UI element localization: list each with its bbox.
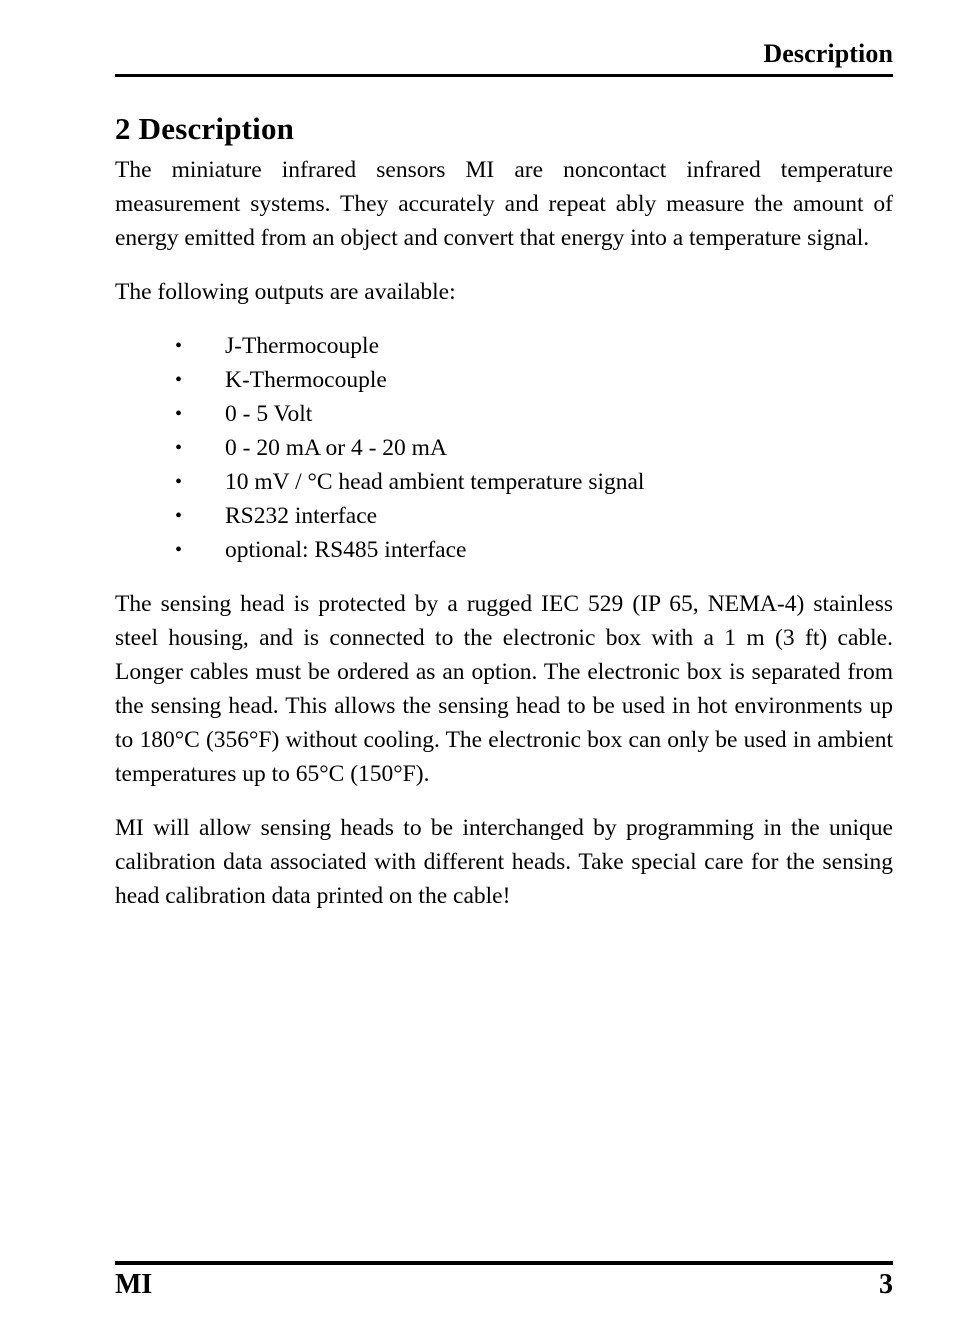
list-item-label: optional: RS485 interface (225, 536, 467, 563)
bullet-icon: • (175, 368, 183, 391)
list-item-label: RS232 interface (225, 502, 378, 529)
header-divider-rule (115, 74, 893, 77)
list-item-label: J-Thermocouple (225, 332, 380, 359)
list-item (115, 363, 893, 397)
bullet-icon: • (175, 470, 183, 493)
list-item-label: 10 mV / °C head ambient temperature signal (225, 468, 645, 495)
calibration-paragraph: MI will allow sensing heads to be interchanged by programming in the unique calibration data associated with different heads. Take special care for the sensing head calibration data printed on the cable! (115, 814, 893, 909)
outputs-intro-line: The following outputs are available: (115, 278, 456, 305)
footer-page-number: 3 (879, 1269, 893, 1300)
list-item-label: K-Thermocouple (225, 366, 387, 393)
outputs-bullet-list (115, 329, 893, 567)
running-header (115, 40, 893, 77)
bullet-icon: • (175, 538, 183, 561)
sensing-head-paragraph: The sensing head is protected by a rugged IEC 529 (IP 65, NEMA-4) stainless steel housing, and is connected to the electronic box with a 1 m (3 ft) cable. Longer cables must be ordered as an option. The electronic box is separated from the sensing head. This allows the sensing head to be used in hot environments up to 180°C (356°F) without cooling. The electronic box can only be used in ambient temperatures up to 65°C (150°F). (115, 590, 893, 787)
list-item (115, 533, 893, 567)
list-item-label: 0 - 5 Volt (225, 400, 313, 427)
section-heading: 2 Description (115, 111, 295, 146)
list-item (115, 329, 893, 363)
list-item (115, 397, 893, 431)
running-header-title: Description (763, 39, 893, 68)
page-content-column (115, 0, 893, 1323)
bullet-icon: • (175, 504, 183, 527)
list-item-label: 0 - 20 mA or 4 - 20 mA (225, 434, 447, 461)
document-body (115, 112, 893, 933)
footer-divider-rule (115, 1261, 893, 1265)
intro-paragraph: The miniature infrared sensors MI are noncontact infrared temperature measurement systems. They accurately and repeat ably measure the amount of energy emitted from an object and convert that energy into a temperature signal. (115, 156, 893, 251)
list-item (115, 465, 893, 499)
bullet-icon: • (175, 402, 183, 425)
bullet-icon: • (175, 436, 183, 459)
list-item (115, 431, 893, 465)
running-footer (115, 1261, 893, 1301)
bullet-icon: • (175, 334, 183, 357)
footer-product-name: MI (115, 1269, 153, 1300)
footer-row (115, 1269, 893, 1301)
list-item (115, 499, 893, 533)
